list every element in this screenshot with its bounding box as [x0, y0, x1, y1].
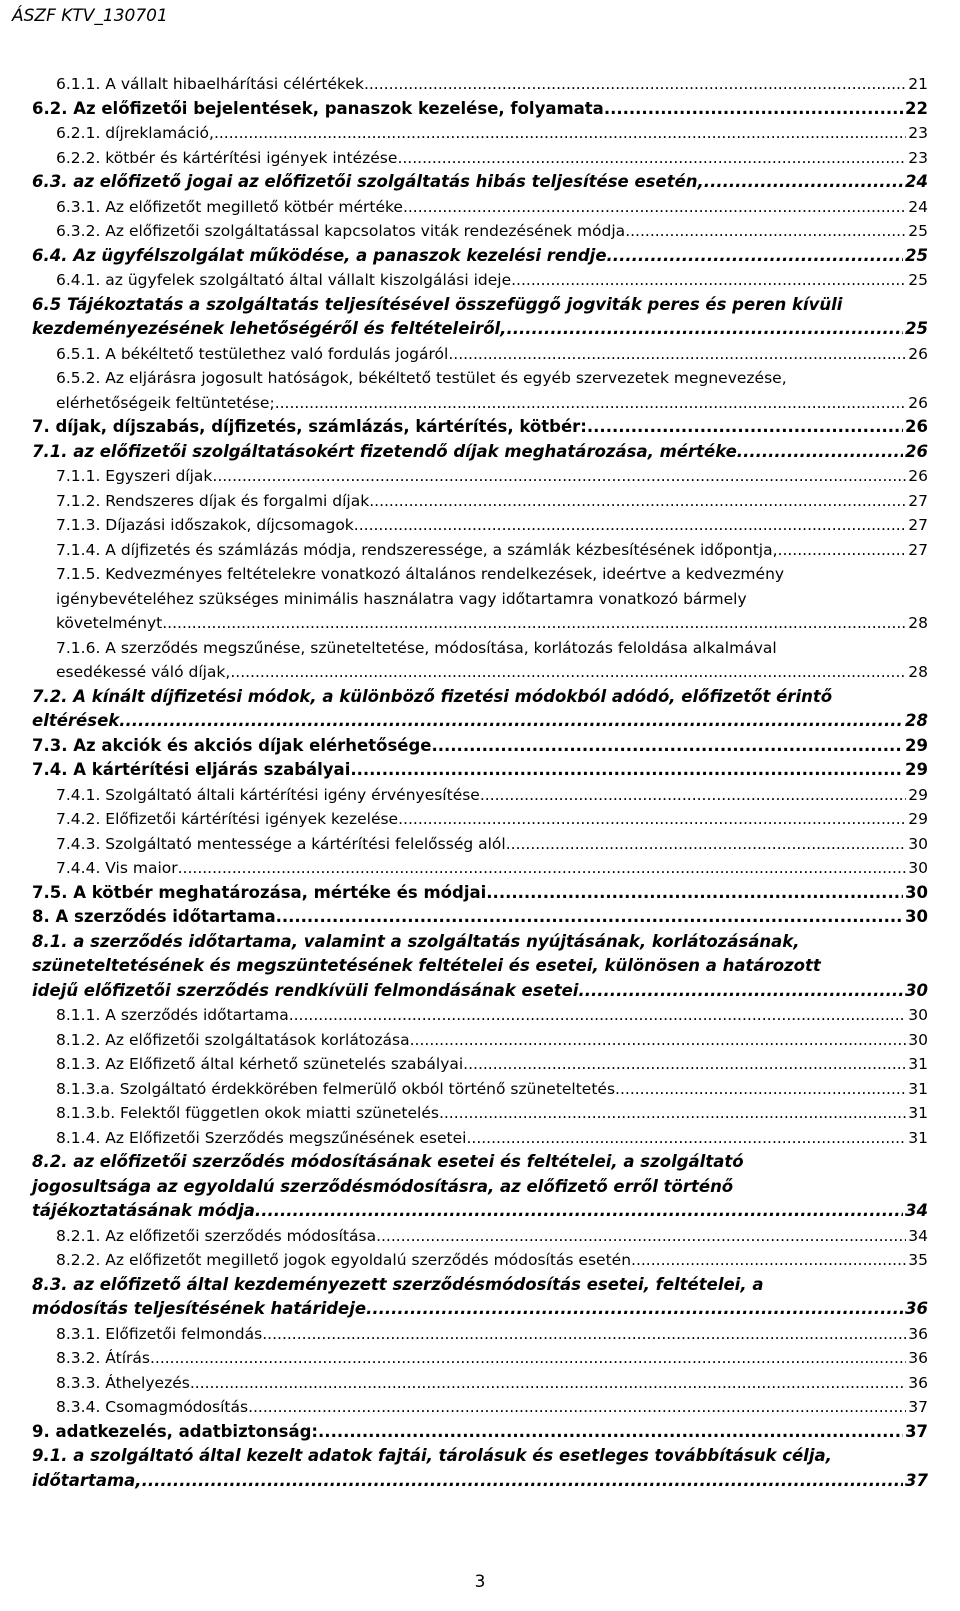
toc-entry-title: 7.1.6. A szerződés megszűnése, szüneteltetése, módosítása, korlátozás feloldása alkalmával	[56, 638, 777, 657]
toc-entry[interactable]	[32, 881, 928, 906]
toc-entry[interactable]	[32, 293, 928, 342]
toc-page-number: 31	[908, 1104, 928, 1122]
toc-entry[interactable]	[56, 489, 928, 514]
toc-leader-dots	[119, 709, 903, 734]
toc-leader-dots	[398, 807, 906, 832]
toc-entry[interactable]	[56, 464, 928, 489]
toc-entry-title: 7. díjak, díjszabás, díjfizetés, számlázás, kártérítés, kötbér:	[32, 417, 587, 436]
toc-entry-title: időtartama,	[32, 1470, 142, 1490]
toc-leader-dots	[318, 1420, 903, 1445]
toc-leader-dots	[276, 905, 903, 930]
toc-entry[interactable]	[56, 219, 928, 244]
toc-page-number: 27	[908, 491, 928, 510]
toc-page-number: 37	[905, 1421, 928, 1441]
toc-entry[interactable]	[32, 1444, 928, 1493]
toc-page-number: 27	[908, 516, 928, 534]
toc-entry[interactable]	[32, 244, 928, 269]
toc-page-number: 30	[905, 907, 928, 926]
toc-entry-title: 7.1.1. Egyszeri díjak	[56, 467, 213, 485]
toc-entry[interactable]	[32, 1420, 928, 1445]
toc-entry-title: 6.5 Tájékoztatás a szolgáltatás teljesítésével összefüggő jogviták peres és peren kívüli	[32, 294, 843, 314]
toc-page-number: 21	[908, 75, 928, 93]
toc-entry[interactable]	[32, 930, 928, 1004]
toc-leader-dots	[578, 979, 903, 1004]
toc-leader-dots	[376, 1224, 906, 1249]
toc-entry-title: 7.4.2. Előfizetői kártérítési igények kezelése	[56, 810, 399, 828]
toc-entry[interactable]	[32, 170, 928, 195]
toc-page-number: 31	[908, 1128, 928, 1147]
toc-entry-title: 7.1. az előfizetői szolgáltatásokért fizetendő díjak meghatározása, mértéke	[32, 441, 737, 461]
toc-entry[interactable]	[56, 1248, 928, 1273]
toc-leader-dots	[506, 317, 903, 342]
toc-entry-title: 8.1.3.a. Szolgáltató érdekkörében felmerülő okból történő szüneteltetés	[56, 1079, 616, 1098]
toc-entry[interactable]	[56, 1346, 928, 1371]
toc-entry[interactable]	[32, 1150, 928, 1224]
toc-entry-title: tájékoztatásának módja	[32, 1201, 255, 1220]
toc-entry-title: 7.1.4. A díjfizetés és számlázás módja, rendszeressége, a számlák kézbesítésének időpontja,	[56, 540, 778, 559]
toc-entry-title: 8.1.1. A szerződés időtartama	[56, 1006, 289, 1024]
toc-entry-title: 8.1. a szerződés időtartama, valamint a szolgáltatás nyújtásának, korlátozásának,	[32, 931, 800, 951]
toc-entry[interactable]	[56, 807, 928, 832]
toc-leader-dots	[178, 856, 907, 881]
toc-entry-title: 8.3.2. Átírás	[56, 1349, 150, 1367]
toc-page-number: 36	[908, 1349, 928, 1367]
toc-entry[interactable]	[56, 513, 928, 538]
toc-leader-dots	[615, 1077, 906, 1102]
toc-page-number: 28	[905, 711, 928, 730]
toc-leader-dots	[248, 1395, 906, 1420]
toc-leader-dots	[142, 1469, 903, 1494]
toc-page-number: 24	[908, 197, 928, 216]
toc-entry-title: 6.3. az előfizető jogai az előfizetői szolgáltatás hibás teljesítése esetén,	[32, 172, 704, 191]
toc-leader-dots	[607, 244, 904, 269]
toc-entry[interactable]	[56, 342, 928, 367]
toc-entry-title: 6.5.1. A békéltető testülethez való fordulás jogáról	[56, 344, 449, 363]
toc-page-number: 30	[908, 1030, 928, 1049]
toc-entry[interactable]	[56, 195, 928, 220]
toc-page-number: 28	[908, 663, 928, 681]
toc-page-number: 35	[908, 1251, 928, 1269]
toc-entry-title: 8.2.2. Az előfizetőt megillető jogok egyoldalú szerződés módosítás esetén	[56, 1251, 632, 1269]
toc-entry-title: 8.2.1. Az előfizetői szerződés módosítása	[56, 1226, 377, 1245]
toc-entry-title: 6.4. Az ügyfélszolgálat működése, a panaszok kezelési rendje	[32, 245, 607, 265]
toc-leader-dots	[255, 1199, 903, 1224]
toc-entry[interactable]	[56, 1224, 928, 1249]
toc-entry[interactable]	[56, 1395, 928, 1420]
toc-entry-title: 7.2. A kínált díjfizetési módok, a különböző fizetési módokból adódó, előfizetőt érintő	[32, 686, 833, 706]
toc-page-number: 30	[908, 1006, 928, 1024]
toc-leader-dots	[369, 489, 906, 514]
toc-entry-title: eltérések	[32, 711, 120, 730]
toc-entry-title: 6.5.2. Az eljárásra jogosult hatóságok, békéltető testület és egyéb szervezetek megnevezése,	[56, 369, 787, 387]
toc-leader-dots	[410, 1028, 907, 1053]
toc-entry[interactable]	[32, 97, 928, 122]
toc-entry[interactable]	[56, 538, 928, 563]
toc-leader-dots	[150, 1346, 906, 1371]
toc-page-number: 23	[908, 124, 928, 142]
toc-leader-dots	[397, 146, 906, 171]
toc-entry[interactable]	[56, 856, 928, 881]
toc-entry-title: 6.4.1. az ügyfelek szolgáltató által vállalt kiszolgálási ideje	[56, 271, 512, 289]
toc-page-number: 26	[908, 344, 928, 363]
toc-entry-title: 7.5. A kötbér meghatározása, mértéke és módjai	[32, 882, 487, 902]
toc-page-number: 28	[908, 614, 928, 632]
toc-page-number: 29	[908, 810, 928, 828]
toc-page-number: 36	[905, 1299, 928, 1318]
toc-entry-title: 8.3.1. Előfizetői felmondás	[56, 1324, 263, 1343]
toc-page-number: 25	[908, 271, 928, 289]
toc-page-number: 29	[905, 735, 928, 755]
toc-page-number: 26	[905, 417, 928, 436]
toc-page-number: 34	[905, 1201, 928, 1220]
toc-page-number: 30	[905, 882, 928, 902]
toc-entry-title: idejű előfizetői szerződés rendkívüli felmondásának esetei	[32, 980, 579, 1000]
toc-entry-title: igénybevételéhez szükséges minimális használatra vagy időtartamra vonatkozó bármely	[56, 589, 747, 608]
toc-leader-dots	[230, 660, 906, 685]
toc-entry[interactable]	[32, 440, 928, 465]
toc-page-number: 34	[908, 1226, 928, 1245]
toc-entry[interactable]	[56, 268, 928, 293]
toc-entry-title: 7.4. A kártérítési eljárás szabályai	[32, 760, 351, 779]
toc-entry-title: 7.1.5. Kedvezményes feltételekre vonatkozó általános rendelkezések, ideértve a kedvezmény	[56, 565, 785, 583]
toc-entry[interactable]	[56, 1101, 928, 1126]
toc-page-number: 31	[908, 1055, 928, 1073]
toc-leader-dots	[466, 1126, 906, 1151]
toc-entry[interactable]	[56, 636, 928, 685]
toc-entry[interactable]	[56, 121, 928, 146]
toc-page-number: 25	[905, 245, 928, 265]
toc-entry-title: 8.1.3.b. Felektől független okok miatti szünetelés	[56, 1104, 439, 1122]
toc-leader-dots	[366, 1297, 903, 1322]
toc-leader-dots	[262, 1322, 906, 1347]
toc-entry-title: 7.3. Az akciók és akciós díjak elérhetősége	[32, 735, 432, 755]
toc-leader-dots	[486, 881, 903, 906]
toc-entry-title: 8.1.3. Az Előfizető által kérhető szünetelés szabályai	[56, 1055, 464, 1073]
toc-entry[interactable]	[56, 1126, 928, 1151]
toc-page-number: 31	[908, 1079, 928, 1098]
toc-entry[interactable]	[32, 758, 928, 783]
toc-page-number: 26	[908, 467, 928, 485]
toc-page-number: 26	[908, 393, 928, 412]
toc-entry-title: 6.2.1. díjreklamáció,	[56, 124, 214, 142]
toc-page-number: 36	[908, 1373, 928, 1392]
toc-entry-title: 7.4.1. Szolgáltató általi kártérítési igény érvényesítése	[56, 785, 480, 804]
toc-page-number: 30	[908, 834, 928, 853]
toc-page-number: 30	[908, 859, 928, 877]
toc-leader-dots	[737, 440, 903, 465]
toc-entry-title: 8.3.4. Csomagmódosítás	[56, 1398, 249, 1416]
toc-entry[interactable]	[32, 734, 928, 759]
toc-entry-title: 6.3.1. Az előfizetőt megillető kötbér mértéke	[56, 197, 403, 216]
page-number: 3	[474, 1572, 486, 1592]
toc-entry-title: követelményt	[56, 614, 163, 632]
toc-entry-title: 8.2. az előfizetői szerződés módosításának esetei és feltételei, a szolgáltató	[32, 1152, 744, 1171]
toc-leader-dots	[354, 513, 906, 538]
toc-entry-title: 7.4.4. Vis maior	[56, 859, 178, 877]
toc-leader-dots	[604, 97, 903, 122]
toc-entry[interactable]	[56, 1028, 928, 1053]
toc-entry-title: 6.2. Az előfizetői bejelentések, panaszok kezelése, folyamata	[32, 98, 604, 118]
toc-leader-dots	[448, 342, 906, 367]
toc-entry-title: elérhetőségeik feltüntetése;	[56, 393, 275, 412]
toc-entry-title: 6.1.1. A vállalt hibaelhárítási célértékek	[56, 75, 364, 93]
toc-entry[interactable]	[56, 1322, 928, 1347]
toc-page-number: 37	[908, 1398, 928, 1416]
toc-entry-title: 7.1.3. Díjazási időszakok, díjcsomagok	[56, 516, 354, 534]
toc-leader-dots	[275, 391, 907, 416]
toc-entry[interactable]	[32, 1273, 928, 1322]
toc-page-number: 36	[908, 1324, 928, 1343]
toc-entry-title: kezdeményezésének lehetőségéről és feltételeiről,	[32, 319, 507, 338]
toc-entry-title: szüneteltetésének és megszüntetésének feltételei és esetei, különösen a határozott	[32, 956, 821, 975]
toc-leader-dots	[480, 783, 906, 808]
toc-entry-title: módosítás teljesítésének határideje	[32, 1299, 367, 1318]
toc-entry-title: 9.1. a szolgáltató által kezelt adatok fajtái, tárolásuk és esetleges továbbításuk célja,	[32, 1446, 832, 1465]
toc-entry-title: 8.3. az előfizető által kezdeményezett szerződésmódosítás esetei, feltételei, a	[32, 1274, 764, 1294]
toc-leader-dots	[631, 1248, 906, 1273]
toc-page-number: 29	[905, 760, 928, 779]
toc-leader-dots	[506, 832, 907, 857]
toc-entry[interactable]	[32, 905, 928, 930]
toc-leader-dots	[463, 1052, 906, 1077]
toc-leader-dots	[403, 195, 906, 220]
toc-page-number: 27	[908, 540, 928, 559]
table-of-contents	[0, 72, 960, 1493]
toc-page-number: 23	[908, 148, 928, 167]
toc-page-number: 24	[905, 172, 928, 191]
toc-leader-dots	[431, 734, 903, 759]
toc-entry-title: 8. A szerződés időtartama	[32, 907, 276, 926]
toc-page-number: 25	[905, 319, 928, 338]
toc-leader-dots	[190, 1371, 906, 1396]
toc-leader-dots	[289, 1003, 907, 1028]
toc-page-number: 25	[908, 222, 928, 240]
toc-entry[interactable]	[56, 366, 928, 415]
toc-leader-dots	[212, 464, 906, 489]
toc-entry[interactable]	[56, 1003, 928, 1028]
document-header: ÁSZF KTV_130701	[12, 6, 168, 26]
toc-entry[interactable]	[56, 146, 928, 171]
toc-entry[interactable]	[56, 1077, 928, 1102]
toc-entry-title: 8.1.2. Az előfizetői szolgáltatások korlátozása	[56, 1030, 410, 1049]
toc-entry-title: 7.1.2. Rendszeres díjak és forgalmi díjak	[56, 491, 370, 510]
toc-entry-title: esedékessé váló díjak,	[56, 663, 231, 681]
toc-leader-dots	[214, 121, 906, 146]
toc-entry[interactable]	[32, 415, 928, 440]
toc-entry[interactable]	[56, 783, 928, 808]
toc-page-number: 37	[905, 1470, 928, 1490]
toc-entry-title: jogosultsága az egyoldalú szerződésmódosításra, az előfizető erről történő	[32, 1176, 734, 1196]
toc-page-number: 29	[908, 785, 928, 804]
toc-page-number: 30	[905, 980, 928, 1000]
toc-leader-dots	[350, 758, 903, 783]
toc-entry-title: 6.3.2. Az előfizetői szolgáltatással kapcsolatos viták rendezésének módja	[56, 222, 626, 240]
toc-page-number: 26	[905, 441, 928, 461]
toc-leader-dots	[439, 1101, 906, 1126]
toc-entry[interactable]	[56, 1052, 928, 1077]
toc-leader-dots	[511, 268, 906, 293]
toc-entry-title: 9. adatkezelés, adatbiztonság:	[32, 1421, 319, 1441]
toc-leader-dots	[704, 170, 903, 195]
toc-leader-dots	[625, 219, 906, 244]
toc-entry[interactable]	[56, 72, 928, 97]
toc-entry[interactable]	[32, 685, 928, 734]
toc-entry-title: 8.3.3. Áthelyezés	[56, 1373, 190, 1392]
toc-entry[interactable]	[56, 832, 928, 857]
toc-entry[interactable]	[56, 562, 928, 636]
toc-leader-dots	[162, 611, 906, 636]
toc-entry-title: 6.2.2. kötbér és kártérítési igények intézése	[56, 148, 398, 167]
toc-leader-dots	[778, 538, 907, 563]
toc-page-number: 22	[905, 98, 928, 118]
toc-leader-dots	[364, 72, 906, 97]
toc-entry-title: 7.4.3. Szolgáltató mentessége a kártérítési felelősség alól	[56, 834, 506, 853]
toc-entry-title: 8.1.4. Az Előfizetői Szerződés megszűnésének esetei	[56, 1128, 467, 1147]
toc-leader-dots	[587, 415, 903, 440]
toc-entry[interactable]	[56, 1371, 928, 1396]
